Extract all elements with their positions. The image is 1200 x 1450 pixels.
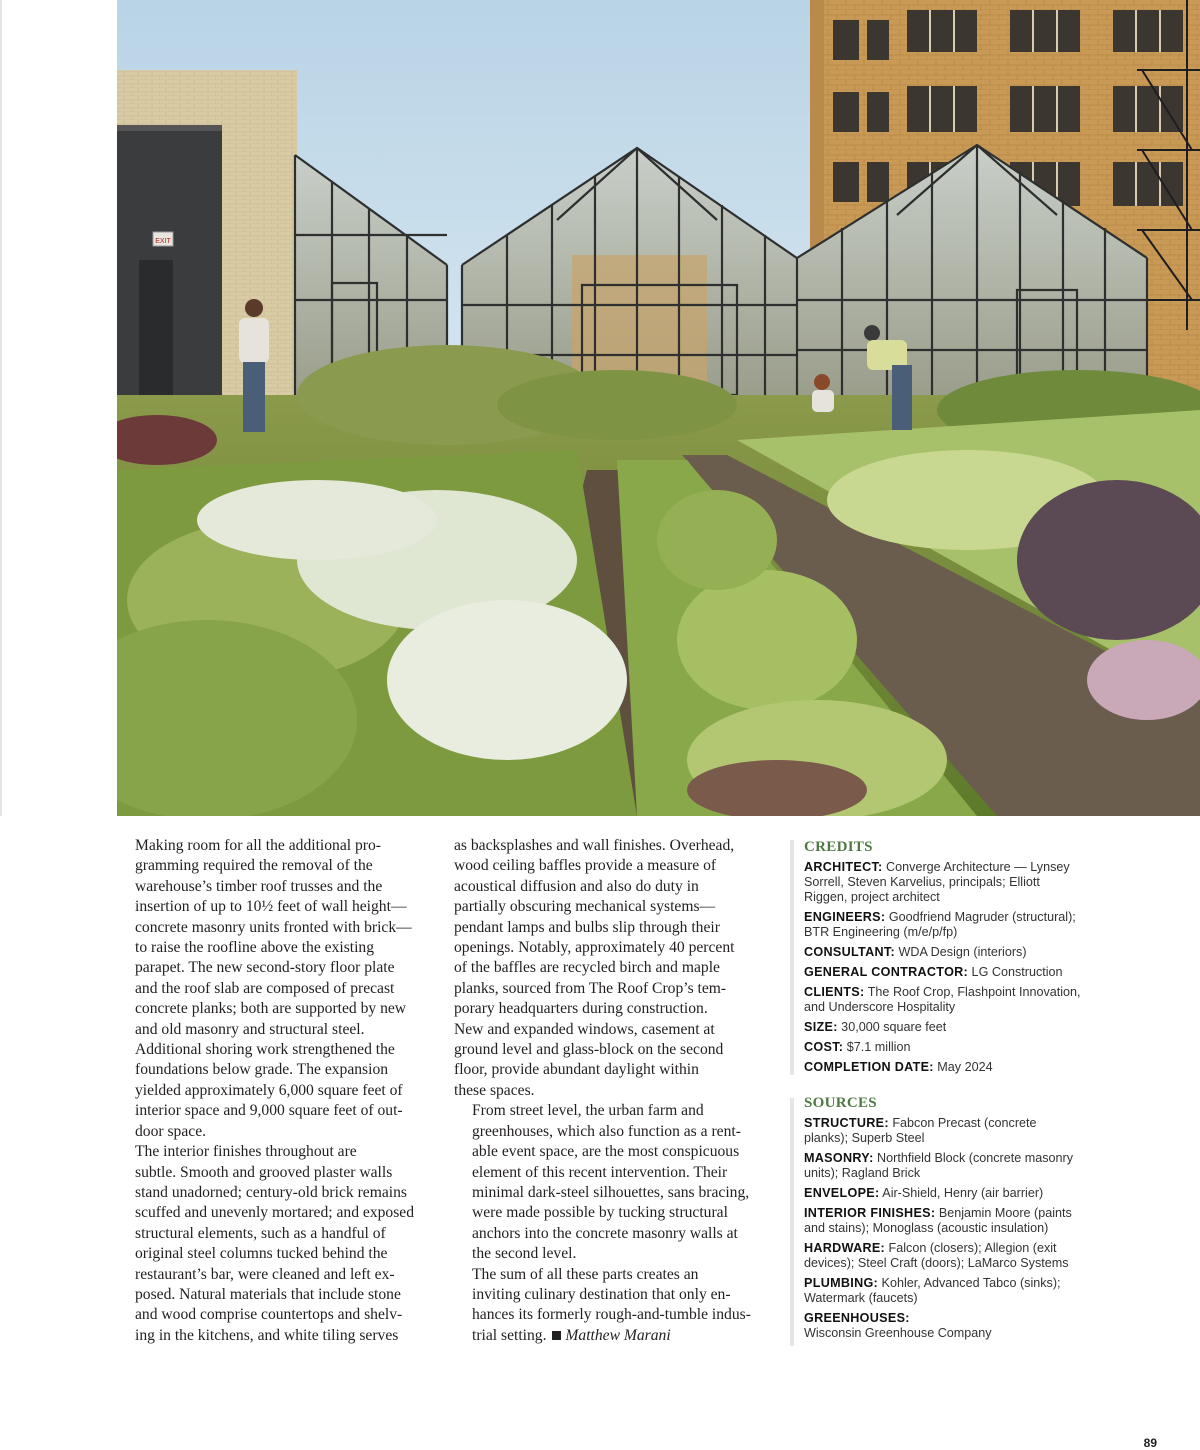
end-mark-icon: [552, 1331, 561, 1340]
credit-value: Falcon (closers); Allegion (exit: [885, 1241, 1057, 1255]
left-planting-bed: [117, 415, 637, 816]
credit-value: Wisconsin Greenhouse Company: [804, 1326, 992, 1340]
sources-heading: SOURCES: [804, 1095, 877, 1111]
paragraph: The sum of all these parts creates an inviting culinary destination that only en- hances its formerly rough-and-tumble indus- trial setting. Matthew Marani: [472, 1265, 751, 1344]
credit-entry: [804, 985, 1124, 1015]
credit-value: Riggen, project architect: [804, 890, 940, 904]
credit-value: Goodfriend Magruder (structural);: [885, 910, 1076, 924]
credit-label: ENVELOPE:: [804, 1186, 880, 1200]
credit-value: and Underscore Hospitality: [804, 1000, 956, 1014]
page-number: 89: [1143, 1436, 1157, 1450]
credit-label: CLIENTS:: [804, 985, 865, 999]
credit-label: PLUMBING:: [804, 1276, 879, 1290]
credit-entry: [804, 1040, 1124, 1055]
person-left: [239, 299, 269, 432]
credit-label: COMPLETION DATE:: [804, 1060, 934, 1074]
credit-value: Benjamin Moore (paints: [935, 1206, 1072, 1220]
credit-label: COST:: [804, 1040, 844, 1054]
last-line: trial setting.: [472, 1326, 547, 1344]
credits-heading: CREDITS: [804, 839, 873, 855]
credit-value: Converge Architecture — Lynsey: [882, 860, 1070, 874]
credit-label: SIZE:: [804, 1020, 838, 1034]
credit-entry: [804, 1060, 1124, 1075]
credit-entry: [804, 1311, 1124, 1341]
credit-label: ARCHITECT:: [804, 860, 883, 874]
credit-value: WDA Design (interiors): [894, 945, 1027, 959]
credit-label: CONSULTANT:: [804, 945, 895, 959]
credit-label: MASONRY:: [804, 1151, 874, 1165]
credit-entry: [804, 860, 1124, 905]
sources-list: [804, 1116, 1124, 1341]
credit-label: INTERIOR FINISHES:: [804, 1206, 936, 1220]
credit-entry: [804, 1020, 1124, 1035]
credit-value: BTR Engineering (m/e/p/fp): [804, 925, 958, 939]
paragraph: as backsplashes and wall finishes. Overhead, wood ceiling baffles provide a measure of acoustical diffusion and also do duty in partially obscuring mechanical systems— pendant lamps and bulbs slip through their openings. Notably, approximately 40 percent of the baffles are recycled birch and maple planks, sourced from The Roof Crop’s tem- porary headquarters during construction. New and expanded windows, casement at ground level and glass-block on the second floor, provide abundant daylight within these spaces.: [454, 837, 735, 1099]
credit-value: May 2024: [933, 1060, 993, 1074]
paragraph: Making room for all the additional pro- gramming required the removal of the warehouse’s timber roof trusses and the insertion of up to 10½ feet of wall height— concrete masonry units fronted with brick— to raise the roofline above the existing parapet. The new second-story floor plate and the roof slab are composed of precast concrete planks; both are supported by new and old masonry and structural steel. Additional shoring work strengthened the foundations below grade. The expansion yielded approximately 6,000 square feet of interior space and 9,000 square feet of out- door space.: [135, 837, 412, 1140]
paragraph: From street level, the urban farm and greenhouses, which also function as a rent- able event space, are the most conspicuous element of this recent intervention. Their minimal dark-steel silhouettes, sans bracing, were made possible by tucking structural anchors into the concrete masonry walls at the second level.: [472, 1102, 750, 1263]
page-edge: [0, 0, 2, 816]
credit-value: Air-Shield, Henry (air barrier): [879, 1186, 1044, 1200]
credit-value: units); Ragland Brick: [804, 1166, 921, 1180]
paragraph: The interior finishes throughout are subtle. Smooth and grooved plaster walls stand unadorned; century-old brick remains scuffed and unevenly mortared; and exposed structural elements, such as a handful of original steel columns tucked behind the restaurant’s bar, were cleaned and left ex- posed. Natural materials that include stone and wood comprise countertops and shelv- ing in the kitchens, and white tiling serves: [135, 1143, 415, 1344]
credit-entry: [804, 1241, 1124, 1271]
credit-value: Fabcon Precast (concrete: [888, 1116, 1037, 1130]
credit-value: and stains); Monoglass (acoustic insulation): [804, 1221, 1049, 1235]
credit-label: GREENHOUSES:: [804, 1311, 910, 1325]
credit-value: Kohler, Advanced Tabco (sinks);: [878, 1276, 1061, 1290]
credit-value: Sorrell, Steven Karvelius, principals; Elliott: [804, 875, 1040, 889]
credit-value: devices); Steel Craft (doors); LaMarco Systems: [804, 1256, 1069, 1270]
credit-value: planks); Superb Steel: [804, 1131, 925, 1145]
credit-entry: [804, 1116, 1124, 1146]
credit-entry: [804, 910, 1124, 940]
credit-value: The Roof Crop, Flashpoint Innovation,: [864, 985, 1081, 999]
credit-value: Watermark (faucets): [804, 1291, 918, 1305]
credits-sidebar: [790, 838, 1130, 1346]
credit-label: ENGINEERS:: [804, 910, 886, 924]
credit-entry: [804, 1151, 1124, 1181]
credit-value: 30,000 square feet: [837, 1020, 947, 1034]
credit-entry: [804, 1276, 1124, 1306]
article-column-1: [117, 836, 417, 1346]
credit-label: STRUCTURE:: [804, 1116, 889, 1130]
credit-label: GENERAL CONTRACTOR:: [804, 965, 969, 979]
article-column-2: [454, 836, 754, 1346]
credit-value: LG Construction: [968, 965, 1063, 979]
credit-value: $7.1 million: [843, 1040, 911, 1054]
rooftop-garden-photo: [117, 0, 1200, 816]
credit-value: Northfield Block (concrete masonry: [873, 1151, 1074, 1165]
credits-list: [804, 860, 1124, 1075]
page-margin: [0, 0, 117, 1450]
exit-sign: EXIT: [155, 238, 171, 245]
byline: Matthew Marani: [565, 1326, 671, 1344]
credit-entry: [804, 965, 1124, 980]
credit-entry: [804, 1186, 1124, 1201]
credit-entry: [804, 1206, 1124, 1236]
credit-entry: [804, 945, 1124, 960]
credit-label: HARDWARE:: [804, 1241, 886, 1255]
